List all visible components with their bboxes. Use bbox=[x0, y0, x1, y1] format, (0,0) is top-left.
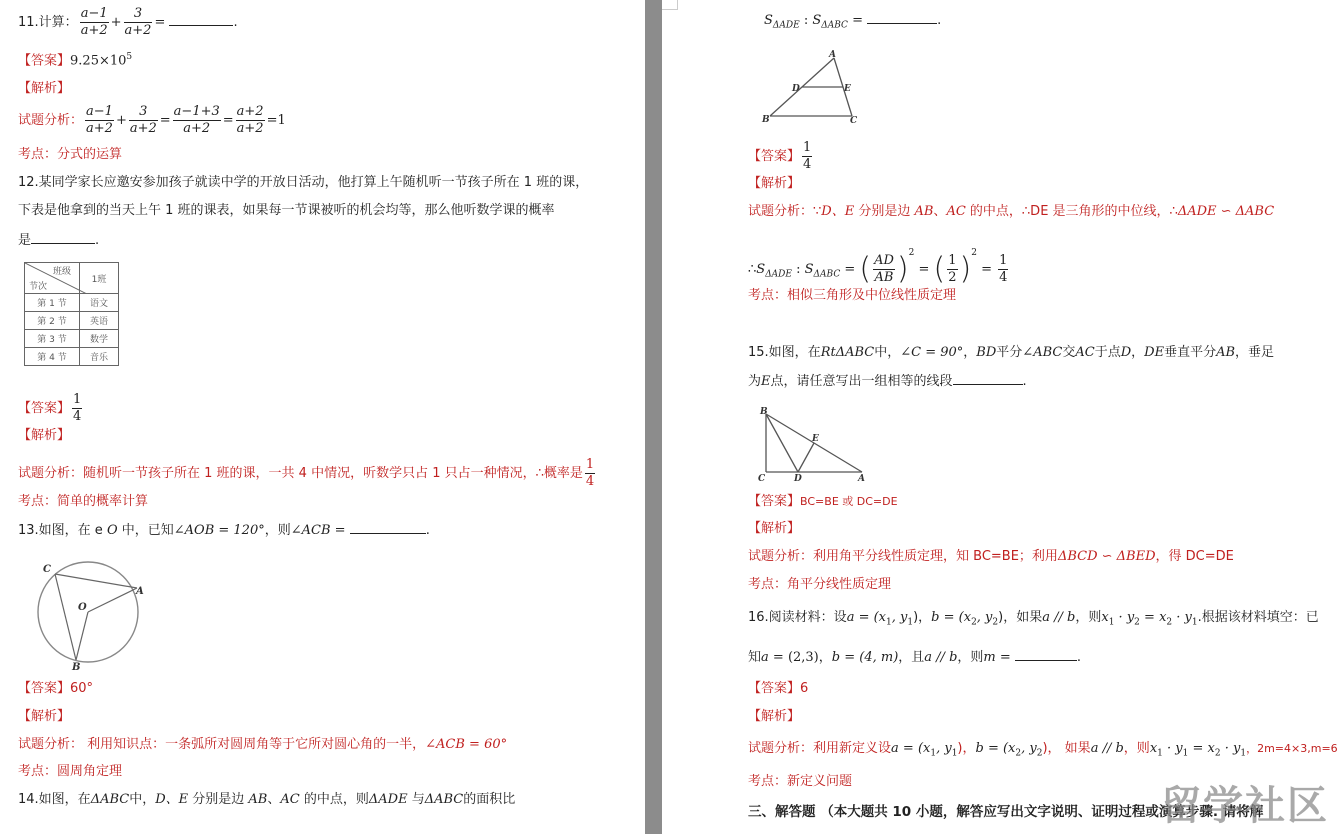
subscript: ΔADE bbox=[765, 269, 792, 280]
text: .根据该材料填空：已 bbox=[1197, 610, 1319, 625]
segment-CB bbox=[55, 574, 76, 660]
question-16-line-2 bbox=[748, 647, 1081, 667]
subscript: 1 bbox=[886, 617, 892, 628]
equals-sign: = bbox=[154, 15, 166, 30]
text: 中， bbox=[129, 792, 156, 807]
segment-OA bbox=[88, 588, 137, 612]
denominator: a+2 bbox=[124, 23, 152, 38]
table-cell: 第 3 节 bbox=[25, 330, 80, 348]
header-column: 1班 bbox=[80, 263, 119, 294]
analysis-tag-12: 【解析】 bbox=[18, 428, 71, 443]
numerator: 3 bbox=[124, 6, 153, 23]
watermark-logo: 留学社区 bbox=[1161, 783, 1329, 829]
variable-expression: m = bbox=[983, 650, 1011, 665]
text: 于点 bbox=[1094, 345, 1121, 360]
text: ， bbox=[963, 345, 977, 360]
table-cell: 音乐 bbox=[80, 348, 119, 366]
fraction bbox=[124, 6, 153, 39]
text: 中，已知 bbox=[117, 523, 174, 538]
segment-BD bbox=[766, 414, 798, 472]
angle-expression: ∠AOB = 120° bbox=[173, 523, 265, 538]
triangle-figure-15 bbox=[756, 404, 876, 484]
segment: AB bbox=[1216, 345, 1236, 360]
period: . bbox=[1022, 374, 1027, 389]
label-E: E bbox=[844, 84, 851, 94]
table-row bbox=[25, 294, 119, 312]
text: ，2m=4×3,m=6 bbox=[1246, 742, 1338, 755]
denominator: 2 bbox=[948, 270, 957, 285]
vector-expression: = (x bbox=[939, 610, 972, 625]
table-header-row bbox=[25, 263, 119, 294]
fraction bbox=[129, 104, 158, 137]
numerator: 1 bbox=[73, 392, 82, 407]
numerator: a−1 bbox=[80, 6, 108, 21]
denominator: a+2 bbox=[129, 121, 157, 136]
segment: AB bbox=[914, 204, 934, 219]
text: 平分 bbox=[996, 345, 1023, 360]
crop-mark bbox=[662, 0, 678, 10]
label-D: D bbox=[792, 84, 800, 94]
answer-value: 6 bbox=[800, 681, 809, 696]
points: D、E bbox=[155, 792, 189, 807]
plus-sign: + bbox=[110, 15, 122, 30]
fraction bbox=[85, 104, 114, 137]
triangle-name: ΔBCD bbox=[1057, 549, 1098, 564]
table-cell: 第 1 节 bbox=[25, 294, 80, 312]
section-three-heading: 三、解答题 （本大题共 10 小题，解答应写出文字说明、证明过程或演算步骤. 请将解 bbox=[748, 804, 1264, 820]
answer-11 bbox=[18, 48, 132, 70]
vector-a: a bbox=[761, 650, 769, 665]
fraction bbox=[236, 104, 265, 137]
area-symbol: S bbox=[812, 13, 822, 28]
text: ，则 bbox=[957, 650, 984, 665]
text: ，且 bbox=[898, 650, 925, 665]
question-12-line-3 bbox=[18, 230, 99, 250]
question-16-line-1 bbox=[748, 609, 1319, 632]
vector-expression: , y bbox=[936, 741, 952, 756]
equals-sign: = bbox=[914, 262, 934, 277]
fraction bbox=[873, 253, 895, 286]
solution-label: 试题分析： bbox=[18, 113, 84, 128]
solution-11 bbox=[18, 104, 286, 137]
plus-sign: + bbox=[115, 113, 127, 128]
denominator: AB bbox=[874, 270, 894, 285]
fraction bbox=[72, 392, 82, 425]
segment: AC bbox=[1075, 345, 1095, 360]
area-symbol: S bbox=[756, 262, 766, 277]
answer-blank bbox=[1015, 647, 1077, 661]
subscript: ΔABC bbox=[821, 20, 848, 31]
analysis-tag-15: 【解析】 bbox=[748, 521, 801, 536]
text: ，得 DC=DE bbox=[1155, 549, 1234, 564]
text: 15.如图，在 bbox=[748, 345, 821, 360]
numerator: 1 bbox=[948, 253, 957, 268]
point: E bbox=[761, 374, 771, 389]
table-cell: 英语 bbox=[80, 312, 119, 330]
parallel-expression: a // b bbox=[1090, 741, 1124, 756]
text: 知 bbox=[748, 650, 762, 665]
equals-sign: = bbox=[977, 262, 997, 277]
question-15-line-1 bbox=[748, 344, 1274, 362]
label-C: C bbox=[43, 564, 51, 575]
answer-tag: 【答案】 bbox=[748, 149, 801, 164]
result: =1 bbox=[266, 113, 286, 128]
exponent: 2 bbox=[971, 248, 977, 258]
circle-name: O bbox=[106, 523, 118, 538]
vector-value: = (4, m) bbox=[840, 650, 899, 665]
equals-sign: = bbox=[840, 262, 860, 277]
separator: 、 bbox=[933, 204, 947, 219]
schedule-table-figure bbox=[24, 262, 119, 366]
separator: 、 bbox=[267, 792, 281, 807]
period: . bbox=[1076, 650, 1082, 665]
triangle-name: ΔABC bbox=[424, 792, 464, 807]
text: 16.阅读材料：设 bbox=[748, 610, 847, 625]
product-expression: · y bbox=[1162, 741, 1183, 756]
subscript: 2 bbox=[1166, 617, 1173, 628]
point: D bbox=[1120, 345, 1132, 360]
text: 交 bbox=[1062, 345, 1076, 360]
answer-tag: 【答案】 bbox=[748, 494, 801, 509]
solution-15 bbox=[748, 548, 1234, 566]
product-expression: x bbox=[1101, 610, 1109, 625]
answer-tag: 【答案】 bbox=[18, 401, 71, 416]
schedule-table bbox=[24, 262, 119, 366]
triangle-name: RtΔABC bbox=[820, 345, 875, 360]
fraction bbox=[802, 140, 812, 173]
therefore: ∴ bbox=[748, 262, 757, 277]
solution-14-ratio bbox=[748, 244, 1010, 286]
text: 点，请任意写出一组相等的线段 bbox=[770, 374, 953, 389]
vector-a: a bbox=[891, 741, 899, 756]
segment: BD bbox=[976, 345, 997, 360]
numerator: a+2 bbox=[236, 104, 264, 119]
colon: : bbox=[791, 262, 805, 277]
header-class-label: 班级 bbox=[52, 267, 71, 277]
text: 13.如图，在 e bbox=[18, 523, 103, 538]
fraction bbox=[173, 104, 221, 137]
separator: ， bbox=[818, 650, 832, 665]
answer-tag: 【答案】 bbox=[748, 681, 801, 696]
angle-expression: ∠ABC bbox=[1022, 345, 1063, 360]
document-page-left bbox=[0, 0, 645, 834]
denominator: 4 bbox=[73, 409, 82, 424]
key-point-13: 考点：圆周角定理 bbox=[18, 764, 123, 779]
answer-13 bbox=[18, 680, 93, 698]
numerator: a−1+3 bbox=[173, 104, 220, 119]
question-15-line-2 bbox=[748, 371, 1027, 391]
subscript: ΔADE bbox=[772, 20, 800, 31]
triangle-figure-14 bbox=[760, 48, 870, 128]
analysis-tag-16: 【解析】 bbox=[748, 709, 801, 724]
question-14-continued bbox=[764, 10, 941, 35]
vector-b: b bbox=[831, 650, 841, 665]
subscript: 2 bbox=[1036, 748, 1043, 759]
subscript: 1 bbox=[951, 748, 958, 759]
vector-b: b bbox=[975, 741, 984, 756]
vector-expression: = (x bbox=[854, 610, 887, 625]
text: ，则 bbox=[1123, 741, 1150, 756]
fraction bbox=[998, 253, 1008, 286]
answer-15 bbox=[748, 493, 898, 511]
segment-OB bbox=[76, 612, 88, 660]
text: ， bbox=[1131, 345, 1145, 360]
triangle-name: ΔABC bbox=[90, 792, 130, 807]
text: 的中点，∴DE 是三角形的中位线，∴ bbox=[965, 204, 1178, 219]
key-point-12: 考点：简单的概率计算 bbox=[18, 494, 149, 509]
solution-text: 试题分析：随机听一节孩子所在 1 班的课，一共 4 中情况，听数学只占 1 只占一种情况，∴概率是 bbox=[18, 466, 583, 481]
product-expression: · y bbox=[1220, 741, 1241, 756]
solution-13 bbox=[18, 736, 507, 754]
period: . bbox=[233, 15, 238, 30]
text: 垂直平分 bbox=[1164, 345, 1217, 360]
subscript: 1 bbox=[907, 617, 914, 628]
denominator: 4 bbox=[999, 270, 1008, 285]
subscript: 2 bbox=[971, 617, 977, 628]
segment-DE bbox=[798, 443, 814, 472]
subscript: 1 bbox=[1182, 748, 1189, 759]
table-cell: 第 4 节 bbox=[25, 348, 80, 366]
answer-blank bbox=[350, 520, 426, 534]
denominator: 4 bbox=[803, 157, 812, 172]
subscript: 2 bbox=[1015, 748, 1022, 759]
similar-sign: ∽ bbox=[1097, 549, 1117, 564]
text: )， 如果 bbox=[1042, 741, 1091, 756]
circle-figure bbox=[24, 554, 154, 670]
solution-12 bbox=[18, 457, 597, 490]
points: D、E bbox=[821, 204, 855, 219]
vector-expression: , y bbox=[891, 610, 908, 625]
equals-sign: = bbox=[159, 113, 171, 128]
text: 是 bbox=[18, 233, 32, 248]
question-11 bbox=[18, 6, 238, 39]
colon: : bbox=[799, 13, 813, 28]
answer-exponent: 5 bbox=[126, 52, 133, 62]
area-symbol: S bbox=[804, 262, 814, 277]
key-point-16: 考点：新定义问题 bbox=[748, 774, 853, 789]
parallel-expression: a // b bbox=[1042, 610, 1076, 625]
label-B: B bbox=[760, 407, 768, 417]
label-A: A bbox=[858, 474, 865, 484]
period: . bbox=[937, 13, 942, 28]
denominator: a+2 bbox=[236, 121, 264, 136]
text: )， bbox=[957, 741, 976, 756]
table-cell: 第 2 节 bbox=[25, 312, 80, 330]
text: 与 bbox=[407, 792, 425, 807]
question-12-line-2: 下表是他拿到的当天上午 1 班的课表，如果每一节课被听的机会均等，那么他听数学课的概率 bbox=[18, 203, 555, 218]
analysis-tag-13: 【解析】 bbox=[18, 709, 71, 724]
subscript: 2 bbox=[992, 617, 999, 628]
product-expression: · y bbox=[1172, 610, 1192, 625]
text: 试题分析：利用新定义设 bbox=[748, 741, 892, 756]
subscript: 1 bbox=[1157, 748, 1163, 759]
fraction bbox=[80, 6, 109, 39]
parallel-expression: a // b bbox=[924, 650, 958, 665]
header-period-label: 节次 bbox=[29, 282, 48, 292]
answer-blank bbox=[169, 12, 233, 26]
subscript: 1 bbox=[1191, 617, 1198, 628]
text: 的中点，则 bbox=[299, 792, 369, 807]
question-11-label: 11.计算： bbox=[18, 15, 78, 30]
text: ，则 bbox=[264, 523, 291, 538]
answer-blank bbox=[31, 230, 95, 244]
subscript: 2 bbox=[1214, 748, 1221, 759]
label-D: D bbox=[794, 474, 802, 484]
answer-tag: 【答案】 bbox=[18, 53, 71, 69]
triangle-name: ΔADE bbox=[368, 792, 408, 807]
product-expression: = x bbox=[1139, 610, 1167, 625]
table-row bbox=[25, 312, 119, 330]
subscript: 1 bbox=[930, 748, 937, 759]
table-row bbox=[25, 348, 119, 366]
vector-expression: , y bbox=[1021, 741, 1037, 756]
solution-text: 试题分析： 利用知识点：一条弧所对圆周角等于它所对圆心角的一半， bbox=[18, 737, 426, 752]
fraction bbox=[585, 457, 595, 490]
answer-12 bbox=[18, 392, 84, 425]
document-page-right bbox=[662, 0, 1343, 834]
vector-a: a bbox=[846, 610, 855, 625]
product-expression: x bbox=[1149, 741, 1158, 756]
text: ，垂足 bbox=[1235, 345, 1275, 360]
subscript: 1 bbox=[1240, 748, 1247, 759]
answer-value: BC=BE 或 DC=DE bbox=[800, 495, 898, 508]
angle-expression: ∠ACB = bbox=[290, 523, 346, 538]
label-A: A bbox=[136, 586, 144, 597]
analysis-tag-11: 【解析】 bbox=[18, 81, 71, 96]
numerator: a−1 bbox=[86, 104, 113, 119]
text: 试题分析：∵ bbox=[748, 204, 822, 219]
answer-14 bbox=[748, 140, 814, 173]
right-paren: ) bbox=[896, 251, 909, 287]
label-C: C bbox=[850, 116, 858, 126]
left-paren: ( bbox=[933, 251, 946, 287]
similarity-expression: ΔADE ∽ ΔABC bbox=[1177, 204, 1275, 219]
segment-CA bbox=[55, 574, 137, 588]
question-12-line-1: 12.某同学家长应邀安参加孩子就读中学的开放日活动，他打算上午随机听一节孩子所在 1 班的课， bbox=[18, 175, 589, 190]
numerator: 3 bbox=[129, 104, 158, 121]
segment: AC bbox=[946, 204, 966, 219]
text: 分别是边 bbox=[188, 792, 249, 807]
product-expression: = x bbox=[1188, 741, 1215, 756]
numerator: AD bbox=[874, 253, 894, 268]
numerator: 1 bbox=[999, 253, 1008, 268]
angle-expression: ∠ACB = 60° bbox=[425, 737, 508, 752]
text: 试题分析：利用角平分线性质定理，知 BC=BE；利用 bbox=[748, 549, 1058, 564]
table-row bbox=[25, 330, 119, 348]
product-expression: · y bbox=[1114, 610, 1135, 625]
key-point-14: 考点：相似三角形及中位线性质定理 bbox=[748, 288, 957, 303]
subscript: 2 bbox=[1134, 617, 1140, 628]
text: ，则 bbox=[1075, 610, 1102, 625]
table-cell: 数学 bbox=[80, 330, 119, 348]
period: . bbox=[425, 523, 430, 538]
label-B: B bbox=[762, 115, 770, 125]
segment: AC bbox=[280, 792, 300, 807]
denominator: 4 bbox=[585, 474, 595, 489]
subscript: ΔABC bbox=[813, 269, 841, 280]
text: )， bbox=[913, 610, 932, 625]
denominator: a+2 bbox=[86, 121, 113, 136]
text: 为 bbox=[748, 374, 762, 389]
area-symbol: S bbox=[764, 13, 773, 28]
solution-14 bbox=[748, 203, 1274, 221]
answer-16 bbox=[748, 680, 808, 698]
answer-value: 60° bbox=[70, 681, 94, 696]
label-A: A bbox=[829, 50, 836, 60]
answer-tag: 【答案】 bbox=[18, 681, 71, 696]
triangle-name: ΔBED bbox=[1116, 549, 1156, 564]
angle-expression: ∠C = 90° bbox=[900, 345, 964, 360]
label-C: C bbox=[758, 474, 766, 484]
denominator: a+2 bbox=[183, 121, 211, 136]
period: . bbox=[95, 233, 100, 248]
table-cell: 语文 bbox=[80, 294, 119, 312]
label-E: E bbox=[812, 434, 819, 444]
left-paren: ( bbox=[859, 251, 872, 287]
text: 分别是边 bbox=[854, 204, 915, 219]
segment: DE bbox=[1144, 345, 1165, 360]
text: )，如果 bbox=[998, 610, 1043, 625]
label-O: O bbox=[78, 602, 87, 613]
segment: AB bbox=[248, 792, 268, 807]
answer-value: 9.25×10 bbox=[70, 53, 127, 69]
numerator: 1 bbox=[803, 140, 812, 155]
vector-value: = (2,3) bbox=[768, 650, 819, 665]
vector-b: b bbox=[931, 610, 940, 625]
question-13 bbox=[18, 520, 430, 540]
key-point-15: 考点：角平分线性质定理 bbox=[748, 577, 892, 592]
question-14 bbox=[18, 791, 515, 809]
vector-expression: = (x bbox=[983, 741, 1016, 756]
equals-sign: = bbox=[847, 13, 868, 28]
text: 中， bbox=[874, 345, 901, 360]
vector-expression: , y bbox=[976, 610, 993, 625]
analysis-tag-14: 【解析】 bbox=[748, 176, 801, 191]
key-point-11: 考点：分式的运算 bbox=[18, 147, 123, 162]
text: 14.如图，在 bbox=[18, 792, 91, 807]
solution-16 bbox=[748, 740, 1338, 763]
answer-blank bbox=[953, 371, 1023, 385]
equals-sign: = bbox=[222, 113, 234, 128]
text: 的面积比 bbox=[463, 792, 516, 807]
numerator: 1 bbox=[585, 457, 595, 472]
label-B: B bbox=[72, 662, 81, 670]
diagonal-header-cell bbox=[25, 263, 80, 294]
vector-expression: = (x bbox=[898, 741, 931, 756]
answer-blank bbox=[867, 10, 937, 24]
subscript: 1 bbox=[1108, 617, 1115, 628]
fraction bbox=[947, 253, 957, 286]
denominator: a+2 bbox=[80, 23, 108, 38]
exponent: 2 bbox=[908, 248, 915, 258]
right-paren: ) bbox=[959, 251, 972, 287]
